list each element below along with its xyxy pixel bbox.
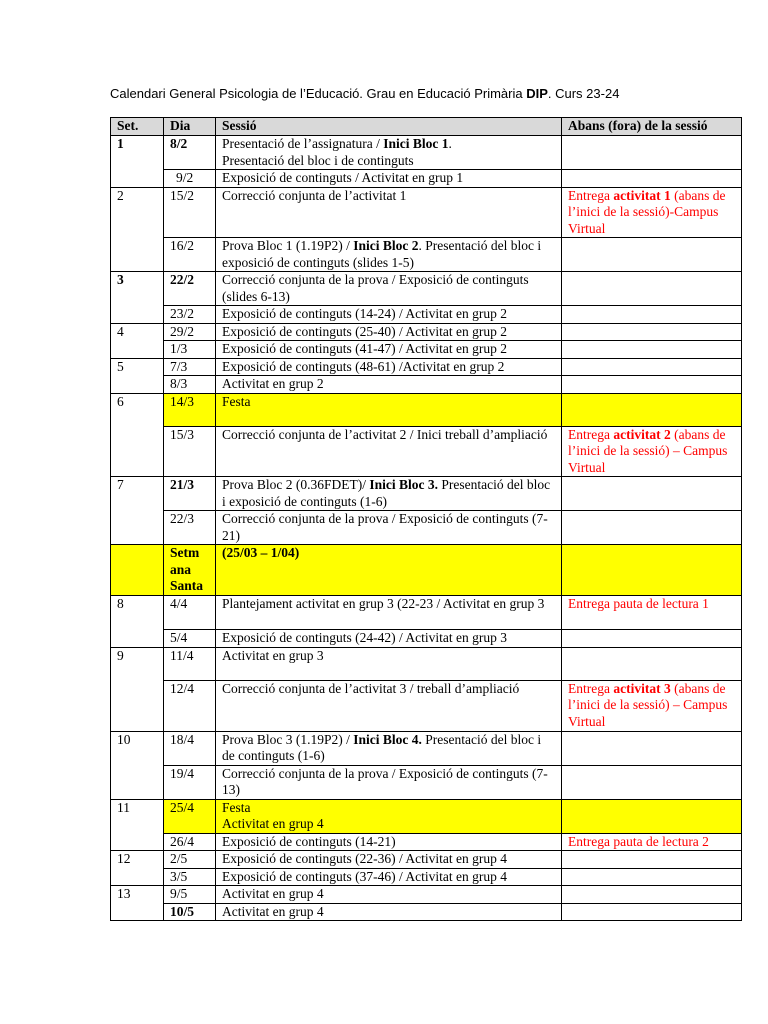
session-cell: Exposició de continguts (22-36) / Activitat en grup 4 (216, 851, 562, 869)
before-cell (562, 765, 742, 799)
table-row (111, 341, 742, 359)
calendar-table (110, 117, 742, 921)
day-cell: 25/4 (164, 799, 216, 833)
table-row (111, 238, 742, 272)
week-cell: 3 (111, 272, 164, 324)
session-cell: Prova Bloc 1 (1.19P2) / Inici Bloc 2. Presentació del bloc i exposició de continguts (slides 1-5) (216, 238, 562, 272)
title-program: DIP (526, 86, 548, 101)
day-cell: 12/4 (164, 680, 216, 731)
week-cell: 8 (111, 596, 164, 648)
week-cell: 4 (111, 323, 164, 358)
title-text: Calendari General Psicologia de l’Educació. Grau en Educació Primària (110, 86, 527, 101)
session-cell: Correcció conjunta de l’activitat 2 / Inici treball d’ampliació (216, 426, 562, 477)
table-row (111, 477, 742, 511)
day-cell: 3/5 (164, 868, 216, 886)
before-cell: Entrega activitat 2 (abans de l’inici de la sessió) – Campus Virtual (562, 426, 742, 477)
session-cell: Activitat en grup 4 (216, 903, 562, 921)
session-cell: Correcció conjunta de l’activitat 1 (216, 187, 562, 238)
week-cell: 12 (111, 851, 164, 886)
before-cell (562, 903, 742, 921)
day-cell: 15/2 (164, 187, 216, 238)
day-cell: 10/5 (164, 903, 216, 921)
header-set: Set. (111, 118, 164, 136)
day-cell: 7/3 (164, 358, 216, 376)
before-cell (562, 272, 742, 306)
before-cell (562, 851, 742, 869)
day-cell: 14/3 (164, 393, 216, 426)
day-cell: 16/2 (164, 238, 216, 272)
before-cell: Entrega activitat 3 (abans de l’inici de la sessió) – Campus Virtual (562, 680, 742, 731)
before-cell (562, 868, 742, 886)
day-cell: 18/4 (164, 731, 216, 765)
before-cell (562, 731, 742, 765)
before-cell: Entrega pauta de lectura 1 (562, 596, 742, 630)
table-row (111, 511, 742, 545)
session-cell: Festa Activitat en grup 4 (216, 799, 562, 833)
session-cell: Exposició de continguts (24-42) / Activitat en grup 3 (216, 630, 562, 648)
day-cell: 21/3 (164, 477, 216, 511)
before-cell (562, 376, 742, 394)
day-cell: 9/2 (164, 170, 216, 188)
session-cell: Correcció conjunta de la prova / Exposició de continguts (slides 6-13) (216, 272, 562, 306)
week-cell: 5 (111, 358, 164, 393)
week-cell: 10 (111, 731, 164, 799)
before-cell (562, 136, 742, 170)
session-cell: Exposició de continguts (14-24) / Activitat en grup 2 (216, 306, 562, 324)
table-row (111, 272, 742, 306)
before-cell (562, 545, 742, 596)
day-cell: 1/3 (164, 341, 216, 359)
before-cell: Entrega activitat 1 (abans de l’inici de la sessió)-Campus Virtual (562, 187, 742, 238)
before-cell (562, 306, 742, 324)
session-cell: Exposició de continguts (14-21) (216, 833, 562, 851)
day-cell: 4/4 (164, 596, 216, 630)
session-cell: Prova Bloc 2 (0.36FDET)/ Inici Bloc 3. Presentació del bloc i exposició de continguts (1-6) (216, 477, 562, 511)
table-row (111, 306, 742, 324)
before-cell (562, 341, 742, 359)
document-title (110, 86, 619, 101)
day-cell: 15/3 (164, 426, 216, 477)
week-cell: 6 (111, 393, 164, 477)
session-cell: Correcció conjunta de l’activitat 3 / treball d’ampliació (216, 680, 562, 731)
before-cell (562, 886, 742, 904)
session-cell: Exposició de continguts (25-40) / Activitat en grup 2 (216, 323, 562, 341)
table-row (111, 868, 742, 886)
day-cell: 2/5 (164, 851, 216, 869)
day-cell: 9/5 (164, 886, 216, 904)
table-row (111, 426, 742, 477)
day-cell: 22/2 (164, 272, 216, 306)
day-cell: 5/4 (164, 630, 216, 648)
day-cell: 29/2 (164, 323, 216, 341)
before-cell (562, 358, 742, 376)
week-cell: 9 (111, 647, 164, 731)
session-cell: Correcció conjunta de la prova / Exposició de continguts (7-13) (216, 765, 562, 799)
before-cell (562, 647, 742, 680)
before-cell (562, 393, 742, 426)
table-row (111, 545, 742, 596)
session-cell: Prova Bloc 3 (1.19P2) / Inici Bloc 4. Presentació del bloc i de continguts (1-6) (216, 731, 562, 765)
before-cell (562, 323, 742, 341)
session-cell: Plantejament activitat en grup 3 (22-23 / Activitat en grup 3 (216, 596, 562, 630)
session-cell: Presentació de l’assignatura / Inici Bloc 1. Presentació del bloc i de continguts (216, 136, 562, 170)
before-cell (562, 477, 742, 511)
before-cell (562, 511, 742, 545)
session-cell: Correcció conjunta de la prova / Exposició de continguts (7-21) (216, 511, 562, 545)
week-cell: 7 (111, 477, 164, 545)
session-cell: Exposició de continguts (41-47) / Activitat en grup 2 (216, 341, 562, 359)
session-cell: Exposició de continguts / Activitat en grup 1 (216, 170, 562, 188)
day-cell: 22/3 (164, 511, 216, 545)
table-row (111, 358, 742, 376)
table-row (111, 647, 742, 680)
before-cell (562, 799, 742, 833)
header-abans: Abans (fora) de la sessió (562, 118, 742, 136)
before-cell (562, 630, 742, 648)
table-row (111, 886, 742, 904)
before-cell (562, 170, 742, 188)
week-cell (111, 545, 164, 596)
table-row (111, 170, 742, 188)
session-cell: Festa (216, 393, 562, 426)
table-row (111, 596, 742, 630)
session-cell: Activitat en grup 4 (216, 886, 562, 904)
header-sessio: Sessió (216, 118, 562, 136)
week-cell: 1 (111, 136, 164, 188)
week-cell: 11 (111, 799, 164, 851)
day-cell: 8/2 (164, 136, 216, 170)
table-row (111, 376, 742, 394)
table-row (111, 833, 742, 851)
table-row (111, 765, 742, 799)
day-cell: 26/4 (164, 833, 216, 851)
header-row (111, 118, 742, 136)
session-cell: (25/03 – 1/04) (216, 545, 562, 596)
week-cell: 2 (111, 187, 164, 272)
day-cell: 8/3 (164, 376, 216, 394)
header-dia: Dia (164, 118, 216, 136)
before-cell: Entrega pauta de lectura 2 (562, 833, 742, 851)
table-row (111, 731, 742, 765)
day-cell: 11/4 (164, 647, 216, 680)
before-cell (562, 238, 742, 272)
table-row (111, 799, 742, 833)
table-row (111, 136, 742, 170)
session-cell: Activitat en grup 2 (216, 376, 562, 394)
session-cell: Exposició de continguts (37-46) / Activitat en grup 4 (216, 868, 562, 886)
day-cell: 19/4 (164, 765, 216, 799)
table-row (111, 187, 742, 238)
table-row (111, 630, 742, 648)
table-row (111, 680, 742, 731)
title-course: . Curs 23-24 (547, 86, 620, 101)
table-row (111, 903, 742, 921)
table-row (111, 851, 742, 869)
day-cell: 23/2 (164, 306, 216, 324)
week-cell: 13 (111, 886, 164, 921)
session-cell: Activitat en grup 3 (216, 647, 562, 680)
table-row (111, 393, 742, 426)
session-cell: Exposició de continguts (48-61) /Activitat en grup 2 (216, 358, 562, 376)
day-cell: Setm ana Santa (164, 545, 216, 596)
table-row (111, 323, 742, 341)
